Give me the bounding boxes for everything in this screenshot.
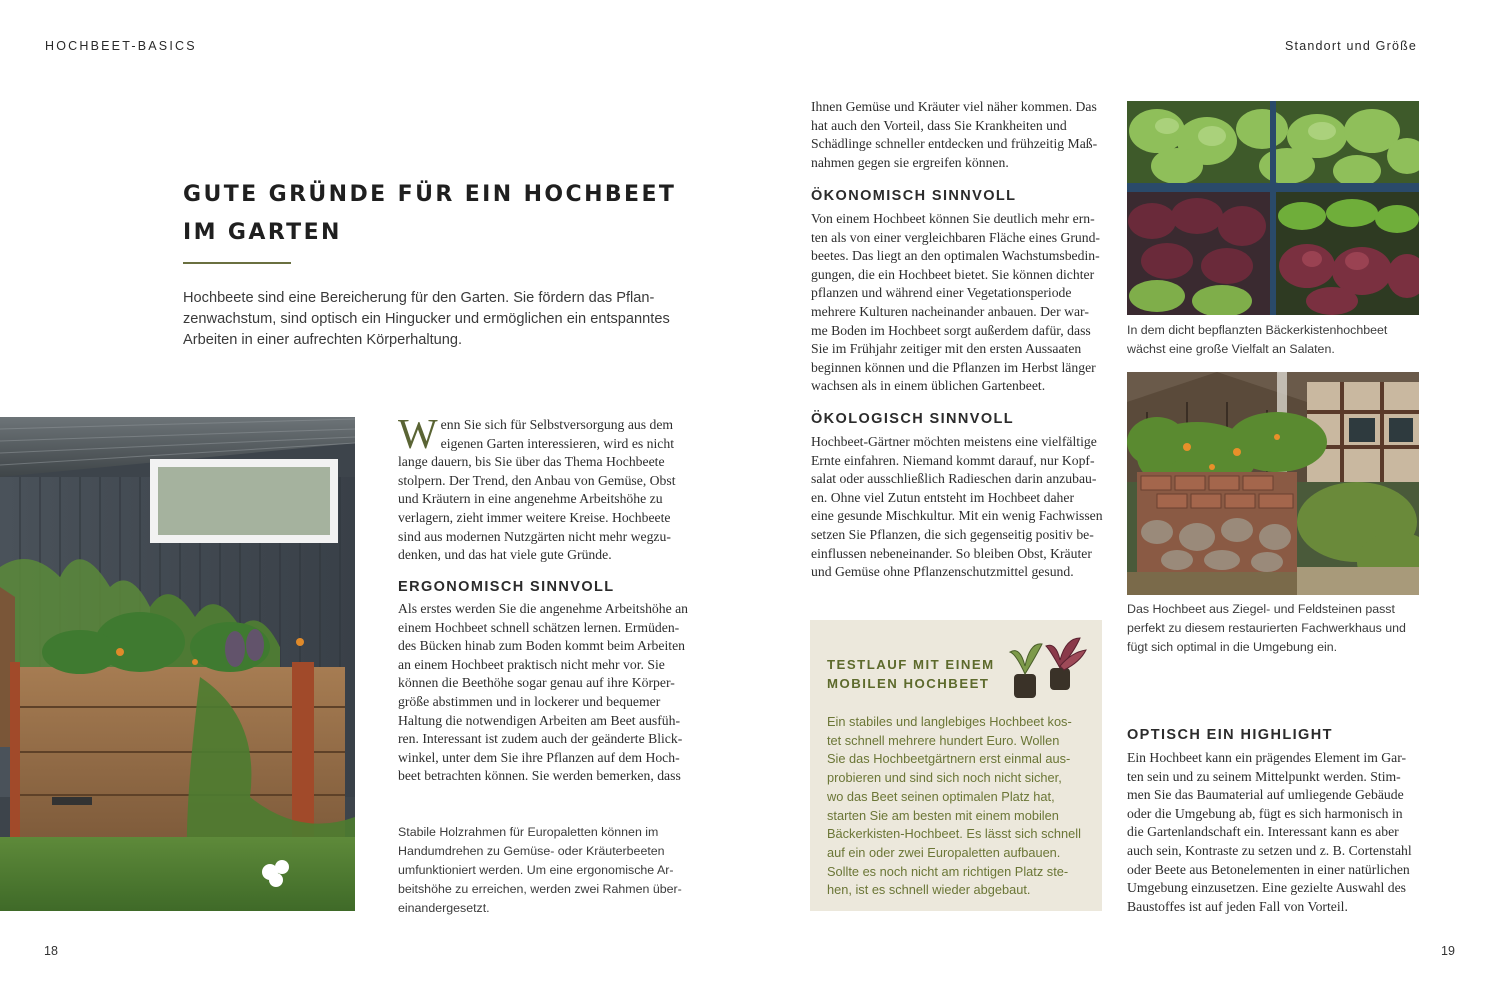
intro-paragraph: Hochbeete sind eine Bereicherung für den Garten. Sie fördern das Pflan- zenwachstum, sind optisch ein Hingucker und ermöglichen ein entspanntes Arbeiten in einer aufrechten Körperhaltung. — [183, 290, 670, 348]
oekonomisch-text: Von einem Hochbeet können Sie deutlich mehr ern- ten als von einer vergleichbaren Fläche eines Grund- beetes. Das liegt an den optimalen Wachstumsbedin- gungen, die ein Hochbeet bietet. Sie können dichter pflanzen und während einer Vegetationsperiode mehrere Kulturen nacheinander anbauen. Der war- me Boden im Hochbeet sorgt außerdem dafür, dass Sie im Frühjahr zeitiger mit den ersten Aussaaten beginnen können und die Pflanzen im Herbst länger wachsen als in einem üblichen Gartenbeet. — [811, 211, 1100, 394]
page-title — [183, 176, 676, 252]
oekologisch-text: Hochbeet-Gärtner möchten meistens eine vielfältige Ernte einfahren. Niemand kommt darauf, nur Kopf- salat oder ausschließlich Radieschen darin anzubau- en. Ohne viel Zutun entsteht im Hochbeet daher eine gesunde Mischkultur. Mit ein wenig Fachwissen setzen Sie Pflanzen, die sich gegenseitig positiv be- einflussen nebeneinander. So bleiben Obst, Kräuter und Gemüse ohne Pflanzenschutzmittel gesund. — [811, 434, 1103, 580]
page-number-left: 18 — [44, 944, 58, 958]
info-box-testlauf — [810, 620, 1102, 911]
subhead-ergonomisch: ERGONOMISCH SINNVOLL — [398, 579, 615, 595]
photo-caption-salad: In dem dicht bepflanzten Bäckerkistenhochbeet wächst eine große Vielfalt an Salaten. — [1127, 323, 1388, 356]
optisch-text: Ein Hochbeet kann ein prägendes Element im Gar- ten sein und zu seinem Mittelpunkt werden. Stim- men Sie das Baumaterial auf umliegende Gebäude oder die Umgebung ab, fügt es sich harmonisch in die Gartenlandschaft ein. Interessant kann es aber auch sein, Kontraste zu setzen und z. B. Cortenstahl oder Beete aus Betonelementen in einer natürlichen Umgebung einzusetzen. Eine gezielte Auswahl des Baustoffes ist auf jeden Fall von Vorteil. — [1127, 750, 1412, 914]
page-number-right: 19 — [1441, 944, 1455, 958]
title-line-2: IM GARTEN — [183, 220, 342, 245]
subhead-oekologisch: ÖKOLOGISCH SINNVOLL — [811, 411, 1015, 427]
photo-caption-shed: Stabile Holzrahmen für Europaletten können im Handumdrehen zu Gemüse- oder Kräuterbeeten umfunktioniert werden. Um eine ergonomische Ar- beitshöhe zu erreichen, werden zwei Rahmen über- einandergesetzt. — [398, 825, 682, 915]
continuation-text: Ihnen Gemüse und Kräuter viel näher kommen. Das hat auch den Vorteil, dass Sie Krankheiten und Schädlinge schneller entdecken und frühzeitig Maß- nahmen gegen sie ergreifen können. — [811, 99, 1098, 170]
title-rule — [183, 262, 291, 264]
salad-crates-photo — [1127, 101, 1419, 315]
photo-caption-brick: Das Hochbeet aus Ziegel- und Feldsteinen passt perfekt zu diesem restaurierten Fachwerkhaus und fügt sich optimal in die Umgebung ein. — [1127, 602, 1406, 654]
info-box-title: TESTLAUF MIT EINEM MOBILEN HOCHBEET — [827, 657, 995, 691]
raised-bed-shed-photo — [0, 417, 355, 911]
intro-body-text: W enn Sie sich für Selbstversorgung aus dem eigenen Garten interessieren, wird es nicht lange dauern, bis Sie über das Thema Hochbeete stolpern. Der Trend, den Anbau von Gemüse, Obst und Kräutern in eine angenehme Arbeitshöhe zu verlagern, zieht immer weitere Kreise. Hochbeete sind aus modernen Nutzgärten nicht mehr wegzu- denken, und das hat viele gute Gründe. — [398, 412, 676, 563]
subhead-oekonomisch: ÖKONOMISCH SINNVOLL — [811, 188, 1017, 204]
running-head-right: Standort und Größe — [1285, 39, 1418, 53]
info-box-text: Ein stabiles und langlebiges Hochbeet kos- tet schnell mehrere hundert Euro. Wollen Sie das Hochbeetgärtnern erst einmal aus- probieren und sind sich noch nicht sicher, wo das Beet seinen optimalen Platz hat, starten Sie am besten mit einem mobilen Bäckerkisten-Hochbeet. Es lässt sich schnell auf ein oder zwei Europaletten aufbauen. Sollte es noch nicht am richtigen Platz ste- hen, ist es schnell wieder abgebaut. — [827, 714, 1081, 898]
title-line-1: GUTE GRÜNDE FÜR EIN HOCHBEET — [183, 182, 677, 207]
running-head-left: HOCHBEET-BASICS — [45, 39, 197, 53]
drop-cap: W — [398, 412, 438, 458]
ergonomisch-text: Als erstes werden Sie die angenehme Arbeitshöhe an einem Hochbeet schnell schätzen lernen. Ermüden- des Bücken hinab zum Boden kommt beim Arbeiten an einem Hochbeet praktisch nicht mehr vor. Sie können die Beethöhe sogar genau auf ihre Körper- größe abstimmen und in lockerer und bequemer Haltung die notwendigen Arbeiten am Beet ausfüh- ren. Interessant ist zudem auch der geänderte Blick- winkel, unter dem Sie ihre Pflanzen auf dem Hoch- beet betrachten können. Sie werden bemerken, dass — [398, 601, 689, 784]
brick-raised-bed-photo — [1127, 372, 1419, 595]
seedling-icon — [1006, 632, 1096, 702]
subhead-optisch: OPTISCH EIN HIGHLIGHT — [1127, 727, 1333, 743]
